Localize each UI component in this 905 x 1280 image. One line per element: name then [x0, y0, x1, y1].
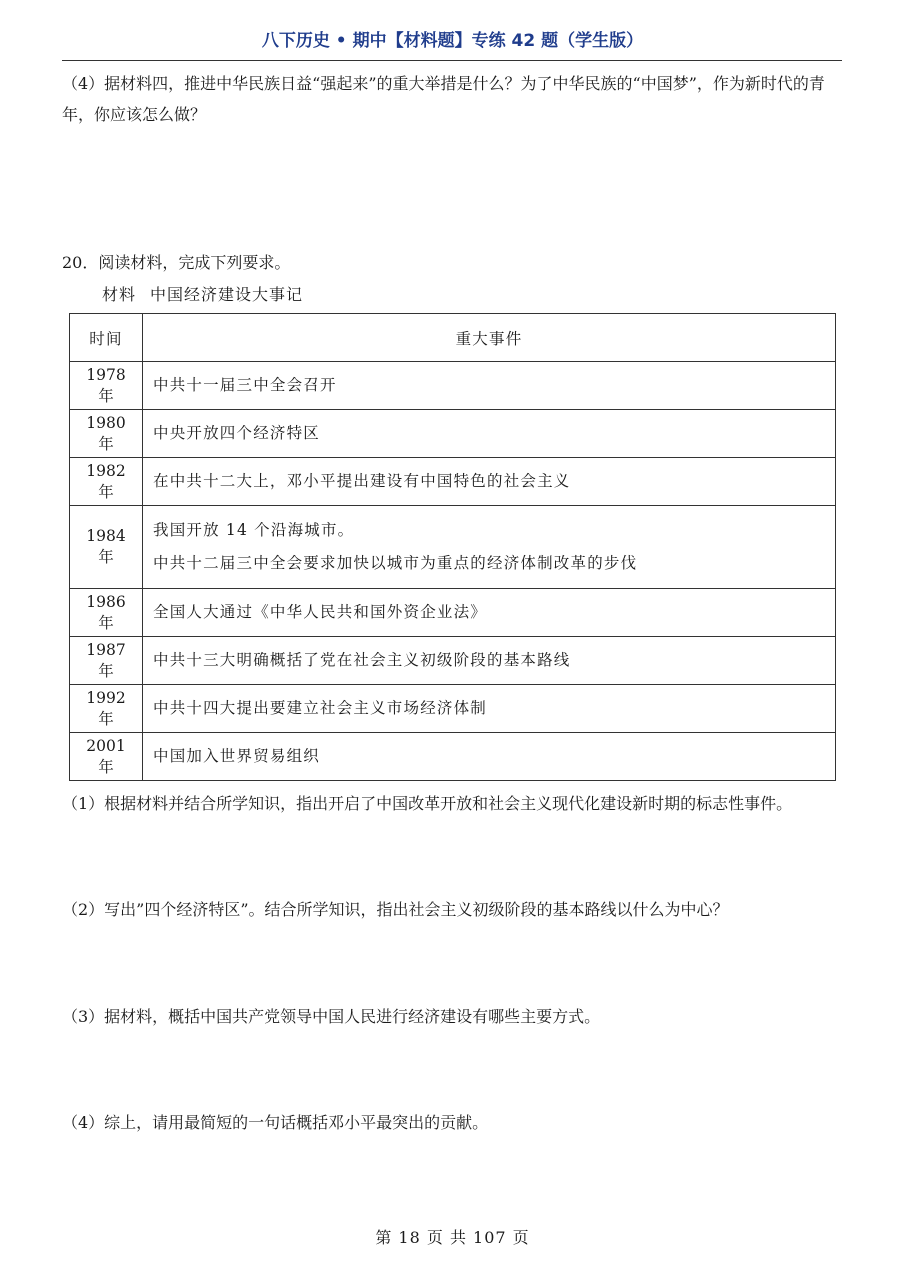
table-row	[70, 506, 836, 589]
sub-question-2: （2）写出”四个经济特区”。结合所学知识，指出社会主义初级阶段的基本路线以什么为中心？	[62, 900, 729, 919]
row-event	[143, 410, 836, 458]
event-text: 中共十三大明确概括了党在社会主义初级阶段的基本路线	[153, 651, 571, 669]
row-year: 1986 年	[70, 589, 143, 637]
event-text: 在中共十二大上，邓小平提出建设有中国特色的社会主义	[153, 472, 571, 490]
sub-question-3: （3）据材料，概括中国共产党领导中国人民进行经济建设有哪些主要方式。	[62, 1007, 601, 1026]
table-row	[70, 685, 836, 733]
event-text: 中国加入世界贸易组织	[153, 747, 321, 765]
page-header-title: 八下历史 • 期中【材料题】专练 42 题（学生版）	[261, 31, 644, 51]
event-text: 中共十四大提出要建立社会主义市场经济体制	[153, 699, 488, 717]
material-title: 中国经济建设大事记	[150, 285, 304, 304]
event-text: 我国开放 14 个沿海城市。	[153, 521, 355, 539]
table-row	[70, 458, 836, 506]
row-year: 1978 年	[70, 362, 143, 410]
event-text: 中共十二届三中全会要求加快以城市为重点的经济体制改革的步伐	[153, 554, 638, 572]
table-header-row	[70, 314, 836, 362]
row-year: 1980 年	[70, 410, 143, 458]
header-divider	[62, 60, 842, 61]
table-row	[70, 410, 836, 458]
row-event	[143, 637, 836, 685]
row-event	[143, 589, 836, 637]
row-event	[143, 458, 836, 506]
table-row	[70, 733, 836, 781]
row-event	[143, 362, 836, 410]
row-year: 2001 年	[70, 733, 143, 781]
prev-question-part4: （4）据材料四，推进中华民族日益“强起来”的重大举措是什么？为了中华民族的“中国梦”，作为新时代的青年，你应该怎么做？	[62, 74, 825, 124]
row-year: 1992 年	[70, 685, 143, 733]
row-year: 1982 年	[70, 458, 143, 506]
sub-question-1: （1）根据材料并结合所学知识，指出开启了中国改革开放和社会主义现代化建设新时期的标志性事件。	[62, 794, 793, 813]
event-text: 全国人大通过《中华人民共和国外资企业法》	[153, 603, 488, 621]
event-text: 中央开放四个经济特区	[153, 424, 321, 442]
row-event	[143, 733, 836, 781]
event-text: 中共十一届三中全会召开	[153, 376, 337, 394]
page-number: 第 18 页 共 107 页	[375, 1228, 530, 1247]
row-event	[143, 506, 836, 589]
events-table	[69, 313, 836, 781]
row-event	[143, 685, 836, 733]
table-row	[70, 589, 836, 637]
table-row	[70, 362, 836, 410]
table-row	[70, 637, 836, 685]
row-year: 1987 年	[70, 637, 143, 685]
question-20-stem: 20．阅读材料，完成下列要求。	[62, 253, 291, 272]
sub-question-4: （4）综上，请用最简短的一句话概括邓小平最突出的贡献。	[62, 1113, 489, 1132]
column-header-events: 重大事件	[143, 314, 836, 362]
row-year: 1984 年	[70, 506, 143, 589]
material-caption	[102, 283, 303, 307]
material-label: 材料	[102, 285, 137, 304]
column-header-time: 时间	[70, 314, 143, 362]
